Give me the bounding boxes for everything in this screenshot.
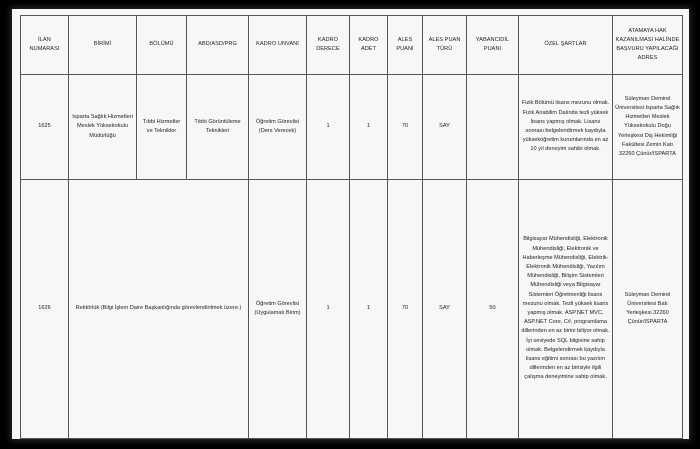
header-abd: ABD/ASD/PRG [187, 16, 249, 75]
cell-ozel-sartlar: Bilgisayar Mühendisliği, Elektronik Mühendisliği, Elektronik ve Haberleşme Mühendisliği, Elektrik-Elektronik Mühendisliği, Yazılım Mühendisliği, Bilişim Sistemleri Mühendisliği veya Bilgisayar Sistemleri Öğretmenliği lisans mezunu olmak. Tezli yüksek lisans yapmış olmak. ASP.NET MVC, ASP.NET Core, C#, programlama dillerinden en az birini biliyor olmak. İyi seviyede SQL bilgisine sahip olmak. Belgelendirmek kaydıyla lisans eğitimi sonrası bu yazılım dillerinden en az birisiyle ilgili çalışma deneyimine sahip olmak. [519, 180, 613, 439]
cell-ilan-no: 1625 [21, 75, 69, 180]
header-ilan-numarasi: İLAN NUMARASI [21, 16, 69, 75]
header-bolumu: BÖLÜMÜ [137, 16, 187, 75]
cell-adet: 1 [350, 180, 388, 439]
cell-unvan: Öğretim Görevlisi (Uygulamalı Birim) [249, 180, 307, 439]
header-row [21, 16, 683, 75]
table-row [21, 180, 683, 439]
header-birimi: BİRİMİ [69, 16, 137, 75]
job-listing-table [20, 15, 683, 439]
cell-ilan-no: 1626 [21, 180, 69, 439]
cell-adres: Süleyman Demirel Üniversitesi Isparta Sağlık Hizmetleri Meslek Yüksekokulu Doğu Yerleşkesi Diş Hekimliği Fakültesi Zemin Katı 32260 Çünür/ISPARTA [613, 75, 683, 180]
cell-birim: Isparta Sağlık Hizmetleri Meslek Yüksekokulu Müdürlüğü [69, 75, 137, 180]
cell-bolum: Tıbbi Hizmetler ve Teknikler [137, 75, 187, 180]
cell-ales: 70 [388, 75, 423, 180]
cell-ales-tur: SAY [423, 75, 467, 180]
header-basvuru-adresi: ATAMAYA HAK KAZANILMASI HALİNDE BAŞVURU YAPILACAĞI ADRES [613, 16, 683, 75]
cell-derece: 1 [307, 75, 350, 180]
header-ozel-sartlar: ÖZEL ŞARTLAR [519, 16, 613, 75]
header-kadro-unvani: KADRO UNVANI [249, 16, 307, 75]
cell-birim: Rektörlük (Bilgi İşlem Daire Başkanlığında görevlendirilmek üzere.) [69, 180, 249, 439]
document-page [12, 9, 689, 439]
header-kadro-derece: KADRO DERECE [307, 16, 350, 75]
header-ales-puan-turu: ALES PUAN TÜRÜ [423, 16, 467, 75]
cell-ozel-sartlar: Fizik Bölümü lisans mezunu olmak. Fizik Anabilim Dalında tezli yüksek lisans yapmış olmak. Lisans sonrası belgelendirmek kaydıyla yükseköğretim kurumlarında en az 10 yıl deneyim sahibi olmak. [519, 75, 613, 180]
cell-adres: Süleyman Demirel Üniversitesi Batı Yerleşkesi 32260 Çünür/ISPARTA [613, 180, 683, 439]
cell-derece: 1 [307, 180, 350, 439]
cell-adet: 1 [350, 75, 388, 180]
cell-yabancidil: 50 [467, 180, 519, 439]
table-row [21, 75, 683, 180]
header-kadro-adet: KADRO ADET [350, 16, 388, 75]
cell-yabancidil [467, 75, 519, 180]
header-ales-puani: ALES PUANI [388, 16, 423, 75]
cell-unvan: Öğretim Görevlisi (Ders Verecek) [249, 75, 307, 180]
cell-ales-tur: SAY [423, 180, 467, 439]
cell-abd: Tıbbi Görüntüleme Teknikleri [187, 75, 249, 180]
header-yabancidil-puani: YABANCIDİL PUANI [467, 16, 519, 75]
cell-ales: 70 [388, 180, 423, 439]
